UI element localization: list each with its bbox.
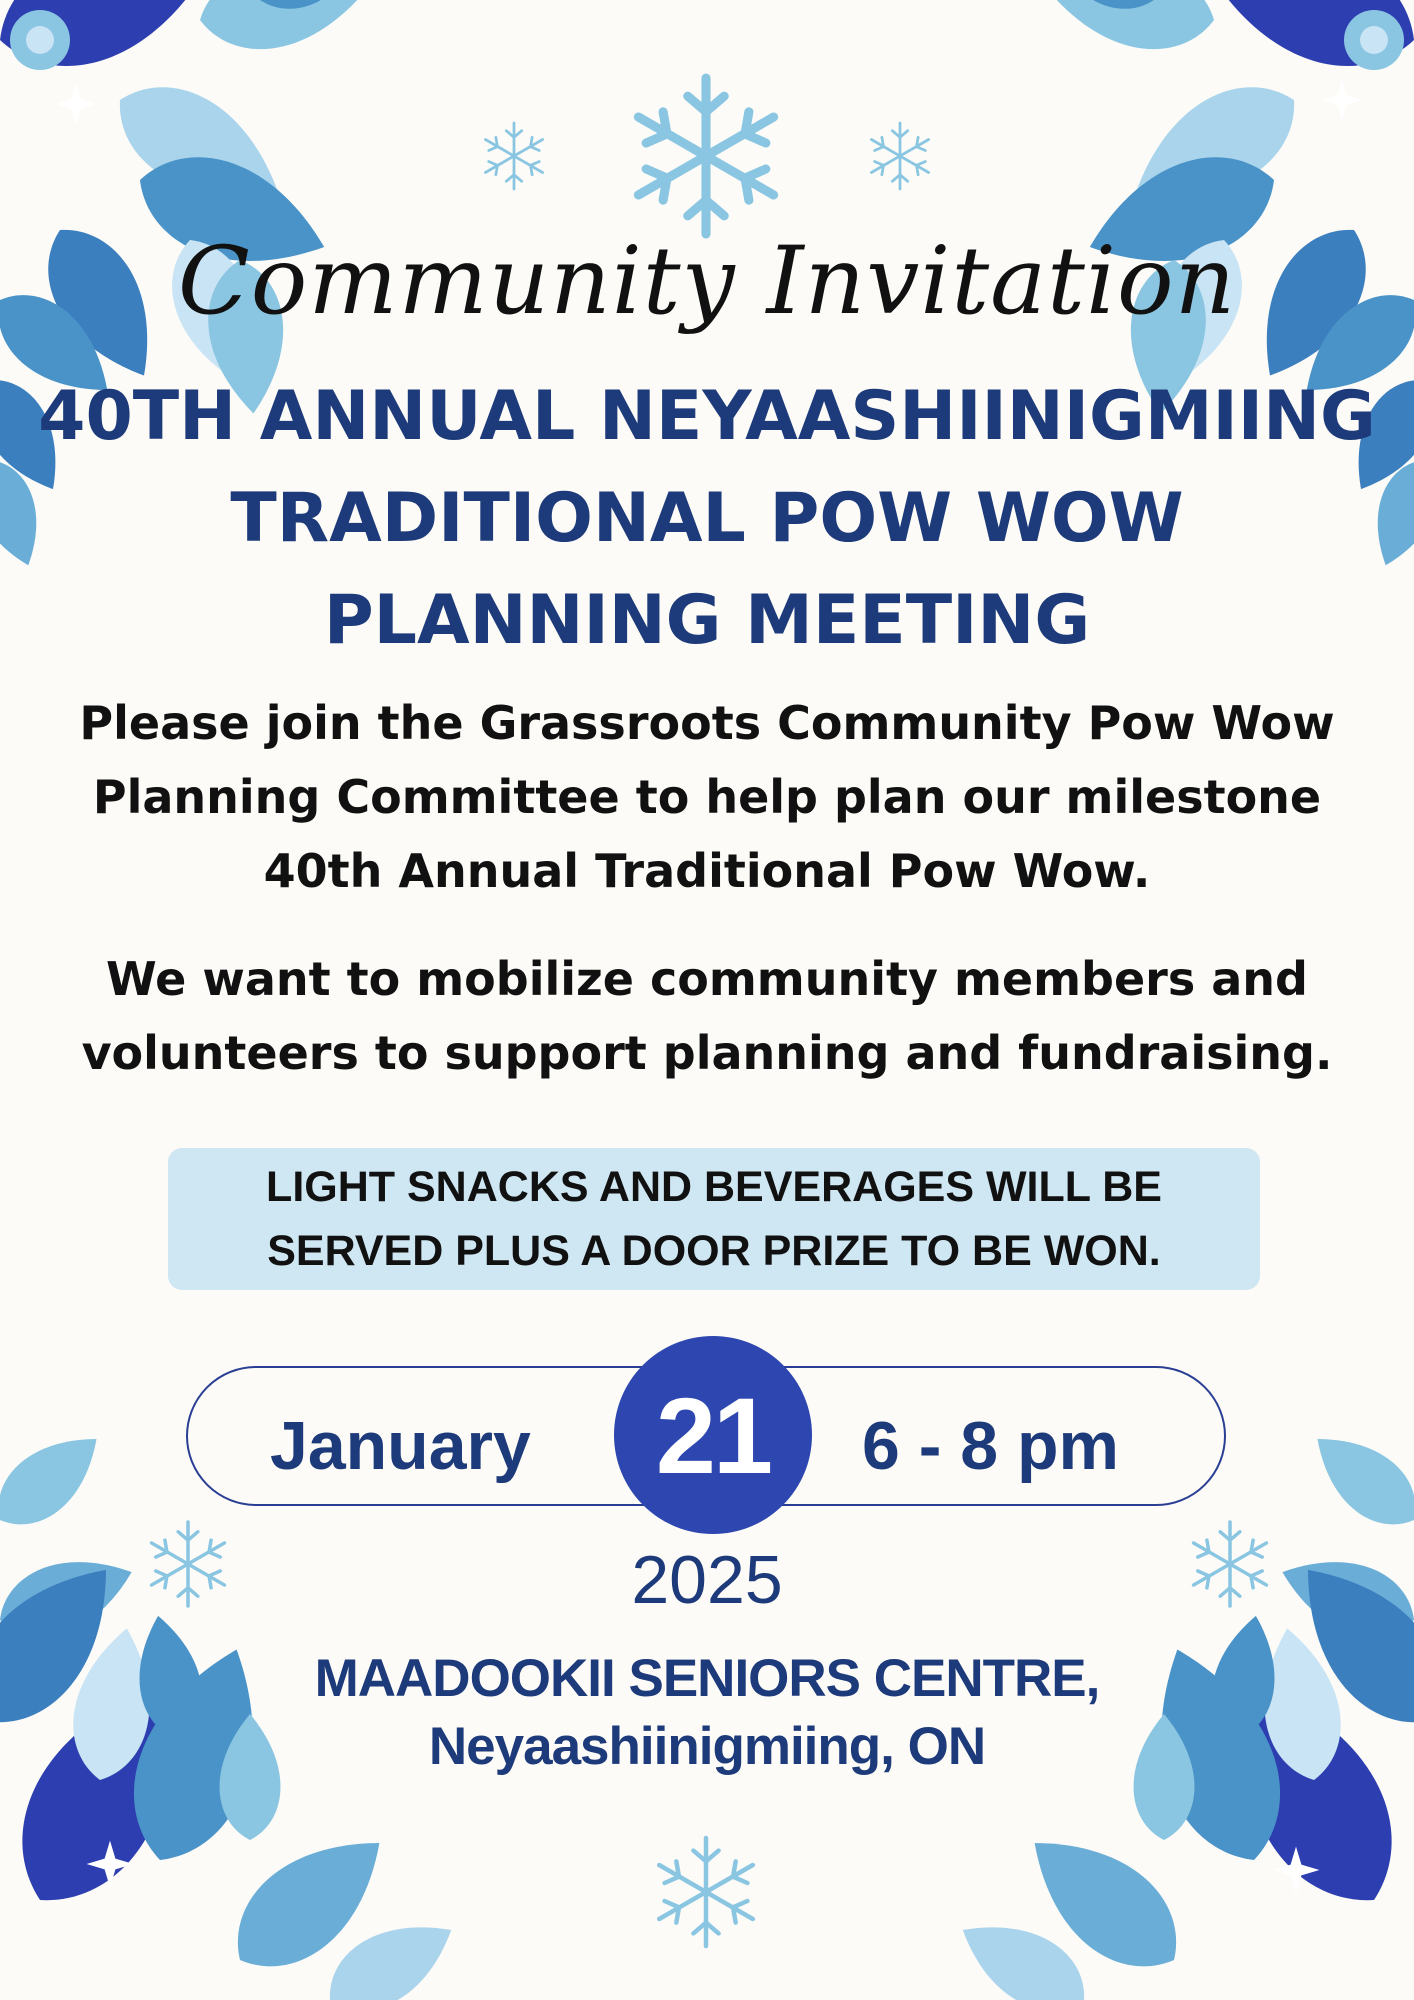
snowflake-icon [659, 1838, 753, 1946]
flower-icon [10, 10, 70, 70]
script-heading: Community Invitation [177, 227, 1237, 336]
event-title [0, 366, 1414, 672]
intro-line-3: 40th Annual Traditional Pow Wow. [263, 844, 1151, 898]
snacks-line-2: SERVED PLUS A DOOR PRIZE TO BE WON. [267, 1227, 1161, 1275]
event-day-badge [614, 1336, 812, 1534]
venue-location: Neyaashiinigmiing, ON [428, 1717, 986, 1776]
intro-line-1: Please join the Grassroots Community Pow Wow [79, 696, 1335, 750]
intro-line-2: Planning Committee to help plan our milestone [92, 770, 1322, 824]
snowflake-icon [485, 123, 542, 189]
sparkle-icon [1321, 79, 1363, 121]
intro-paragraph [0, 686, 1414, 908]
mobilize-line-2: volunteers to support planning and fundraising. [81, 1026, 1333, 1080]
snacks-line-1: LIGHT SNACKS AND BEVERAGES WILL BE [266, 1163, 1162, 1211]
title-line-1: 40TH ANNUAL NEYAASHIINIGMIING [38, 377, 1376, 456]
event-month: January [270, 1408, 531, 1484]
sparkle-icon [55, 83, 97, 125]
event-year: 2025 [631, 1542, 783, 1618]
mobilize-paragraph [0, 942, 1414, 1090]
venue-name: MAADOOKII SENIORS CENTRE, [314, 1649, 1100, 1708]
title-line-3: PLANNING MEETING [323, 581, 1091, 660]
snowflake-icon [871, 123, 928, 189]
flower-icon [1344, 10, 1404, 70]
mobilize-line-1: We want to mobilize community members and [106, 952, 1308, 1006]
event-time: 6 - 8 pm [862, 1408, 1119, 1484]
event-day: 21 [655, 1374, 771, 1496]
snacks-banner [168, 1148, 1260, 1290]
title-line-2: TRADITIONAL POW WOW [230, 479, 1184, 558]
snowflake-icon [638, 78, 773, 234]
